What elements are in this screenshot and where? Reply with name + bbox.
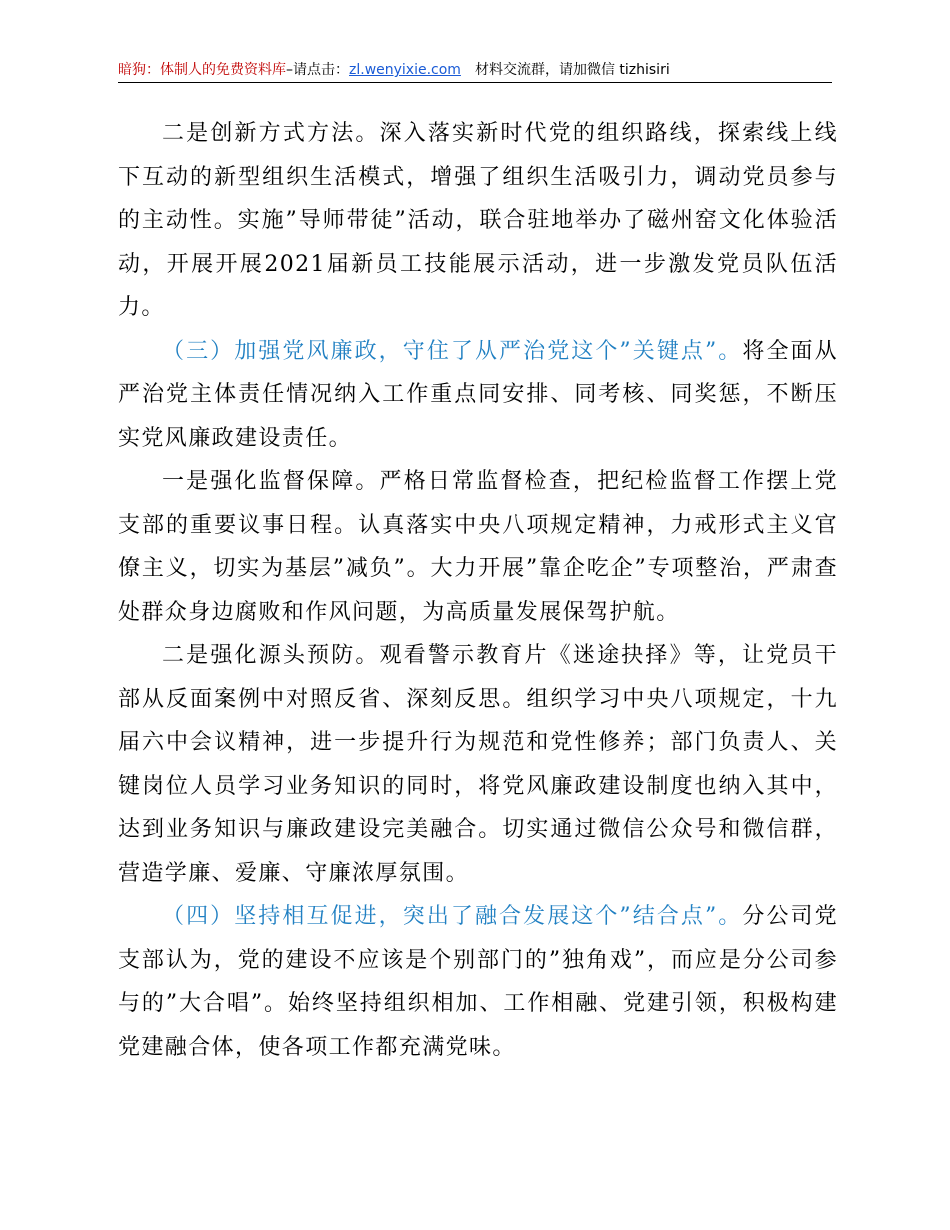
paragraph-5: [118, 895, 838, 1069]
header-group-text: 材料交流群，请加微信 tizhisiri: [474, 62, 670, 78]
section-heading: （三）加强党风廉政，守住了从严治党这个”关键点”。: [162, 338, 743, 364]
header-click-prompt: –请点击：: [286, 62, 349, 78]
header-divider: [118, 82, 832, 83]
paragraph-3: [118, 460, 838, 634]
paragraph-text: 将全面从严治党主体责任情况纳入工作重点同安排、同考核、同奖惩，不断压实党风廉政建设责任。: [118, 338, 838, 451]
header-link[interactable]: zl.wenyixie.com: [349, 62, 461, 78]
paragraph-text: 分公司党支部认为，党的建设不应该是个别部门的”独角戏”，而应是分公司参与的”大合唱”。始终坚持组织相加、工作相融、党建引领，积极构建党建融合体，使各项工作都充满党味。: [118, 904, 838, 1060]
paragraph-2: [118, 330, 838, 461]
document-body: [118, 112, 838, 1069]
page-header: [118, 58, 830, 82]
section-heading: （四）坚持相互促进，突出了融合发展这个”结合点”。: [162, 904, 743, 929]
paragraph-text: 一是强化监督保障。严格日常监督检查，把纪检监督工作摆上党支部的重要议事日程。认真落实中央八项规定精神，力戒形式主义官僚主义，切实为基层”减负”。大力开展”靠企吃企”专项整治，严肃查处群众身边腐败和作风问题，为高质量发展保驾护航。: [118, 469, 838, 625]
paragraph-1: [118, 112, 838, 330]
paragraph-text: 二是强化源头预防。观看警示教育片《迷途抉择》等，让党员干部从反面案例中对照反省、深刻反思。组织学习中央八项规定，十九届六中会议精神，进一步提升行为规范和党性修养；部门负责人、关键岗位人员学习业务知识的同时，将党风廉政建设制度也纳入其中，达到业务知识与廉政建设完美融合。切实通过微信公众号和微信群，营造学廉、爱廉、守廉浓厚氛围。: [118, 643, 838, 886]
paragraph-text: 二是创新方式方法。深入落实新时代党的组织路线，探索线上线下互动的新型组织生活模式，增强了组织生活吸引力，调动党员参与的主动性。实施”导师带徒”活动，联合驻地举办了磁州窑文化体验活动，开展开展2021届新员工技能展示活动，进一步激发党员队伍活力。: [118, 121, 838, 320]
header-title: 暗狗：体制人的免费资料库: [118, 62, 286, 78]
paragraph-4: [118, 634, 838, 895]
